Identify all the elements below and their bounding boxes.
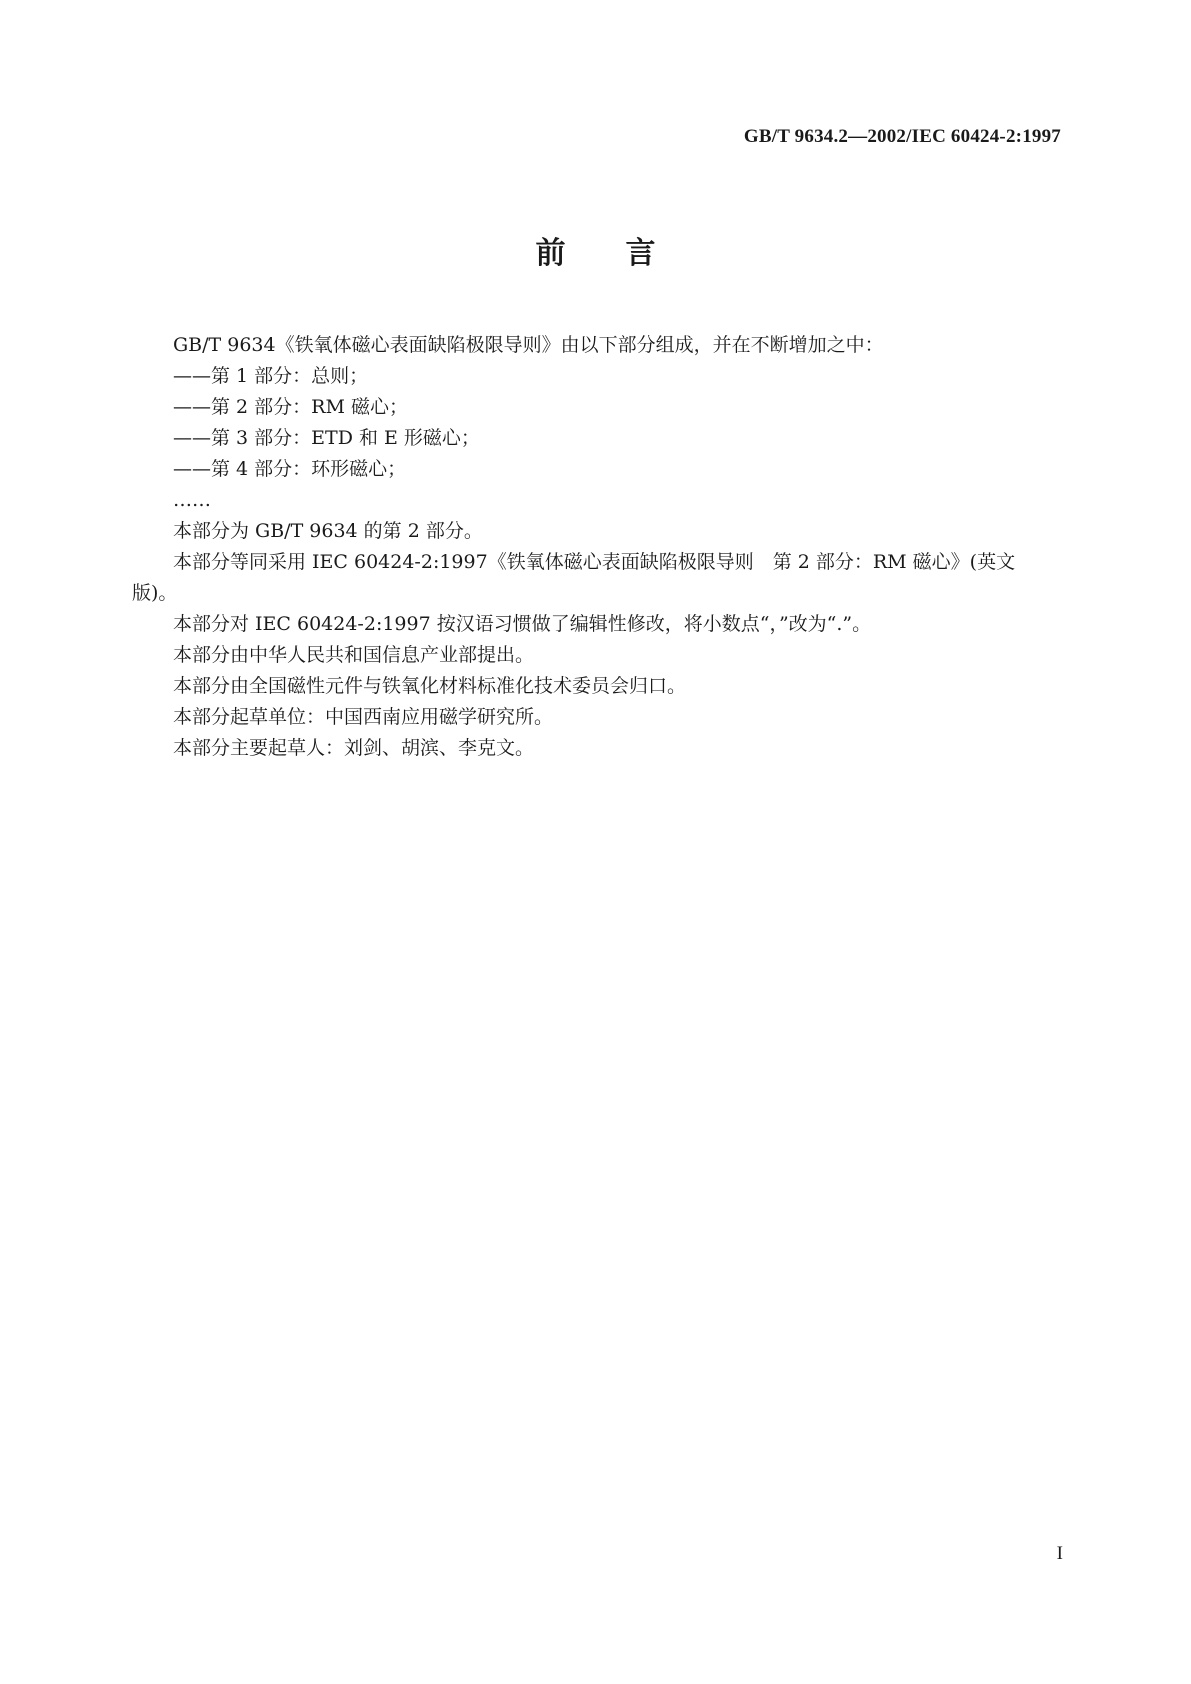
standard-code-header: GB/T 9634.2—2002/IEC 60424-2:1997 [743,126,1061,147]
adoption-statement: 本部分等同采用 IEC 60424-2:1997《铁氧体磁心表面缺陷极限导则 第 2 部分：RM 磁心》(英文版)。 [132,551,1016,604]
part-statement: 本部分为 GB/T 9634 的第 2 部分。 [173,520,483,542]
page-number: I [1056,1543,1063,1564]
intro-paragraph: GB/T 9634《铁氧体磁心表面缺陷极限导则》由以下部分组成，并在不断增加之中： [173,334,884,356]
list-item-part-4: ——第 4 部分：环形磁心； [173,458,407,480]
list-ellipsis: …… [173,489,211,511]
editorial-change-statement: 本部分对 IEC 60424-2:1997 按汉语习惯做了编辑性修改，将小数点“，”改为“.”。 [173,613,872,635]
list-item-part-1: ——第 1 部分：总则； [173,365,369,387]
page-title: 前言 [535,236,716,271]
list-item-part-3: ——第 3 部分：ETD 和 E 形磁心； [173,427,480,449]
drafting-unit-statement: 本部分起草单位：中国西南应用磁学研究所。 [173,706,554,728]
drafters-statement: 本部分主要起草人：刘剑、胡滨、李克文。 [173,737,535,759]
foreword-body [132,330,1060,764]
list-item-part-2: ——第 2 部分：RM 磁心； [173,396,408,418]
proposer-statement: 本部分由中华人民共和国信息产业部提出。 [173,644,535,666]
committee-statement: 本部分由全国磁性元件与铁氧化材料标准化技术委员会归口。 [173,675,687,697]
